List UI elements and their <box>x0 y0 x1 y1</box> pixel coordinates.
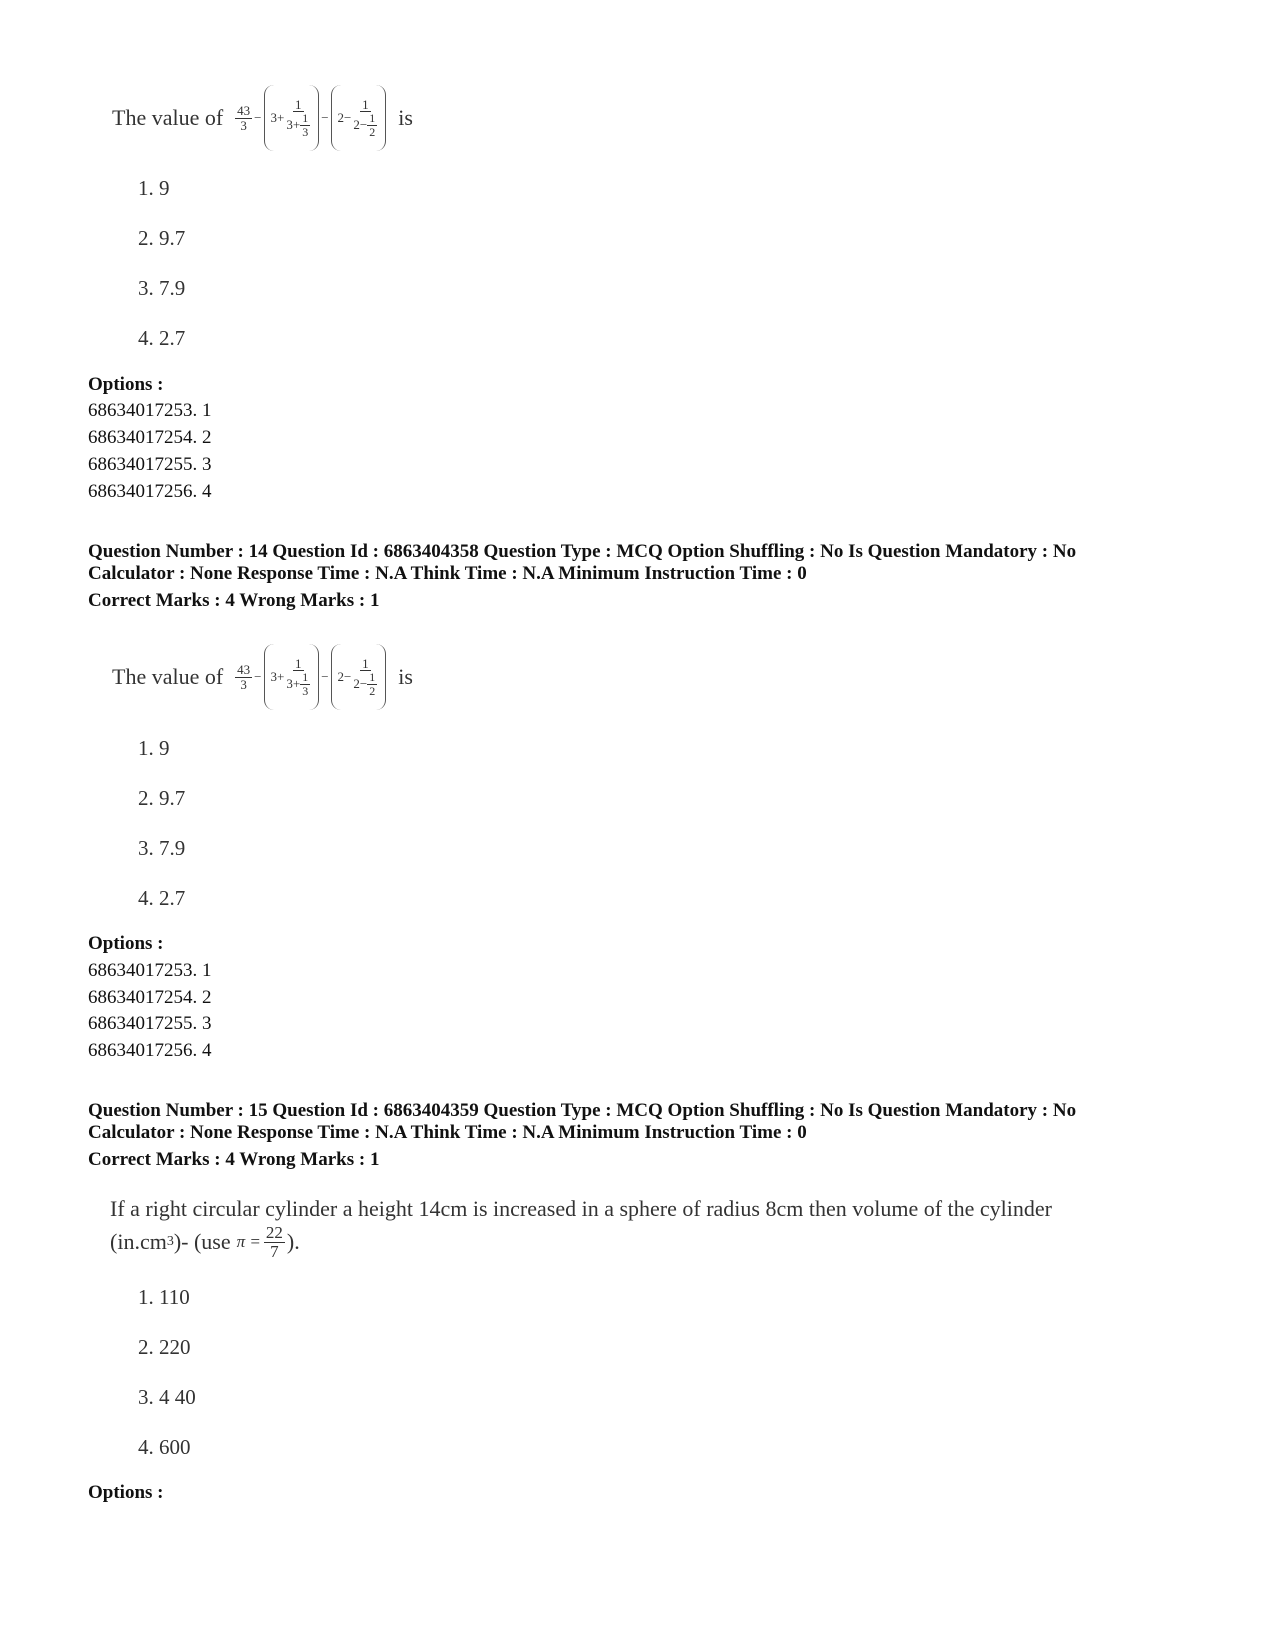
paren-group: 3+ 1 3+ $\frac{1}{3}$ <box>264 85 320 151</box>
question-15-line-1: If a right circular cylinder a height 14cm is increased in a sphere of radius 8cm then volume of the cylinder <box>110 1196 1052 1221</box>
choice-item: 3. 4 40 <box>138 1385 196 1409</box>
option-id-line: 68634017256. 4 <box>88 1040 212 1061</box>
choice-item: 3. 7.9 <box>138 276 186 300</box>
paren-group: 2− 1 2− $\frac{1}{2}$ <box>331 644 387 710</box>
question-14-text <box>112 641 413 713</box>
paren-group: 3+ 1 3+ $\frac{1}{3}$ <box>264 644 320 710</box>
choice-item: 2. 9.7 <box>138 786 186 810</box>
options-label: Options : <box>88 374 164 395</box>
question-prefix: The value of <box>112 105 224 130</box>
option-id-line: 68634017254. 2 <box>88 987 212 1008</box>
choice-item: 2. 9.7 <box>138 226 186 250</box>
math-expression: $\frac{43}{3}$ − 3+ 1 3+ $\frac{1}{3}$ − 2− 1 2− $\frac{1}{2}$ <box>235 85 386 151</box>
question-meta-line: Question Number : 15 Question Id : 6863404359 Question Type : MCQ Option Shuffling : No Is Question Mandatory : No <box>88 1100 1077 1121</box>
question-13-text <box>112 82 413 154</box>
pi-fraction: $\frac{22}{7}$ <box>265 1222 283 1261</box>
question-prefix: The value of <box>112 664 224 689</box>
choice-item: 3. 7.9 <box>138 836 186 860</box>
choice-item: 4. 2.7 <box>138 886 186 910</box>
question-suffix: is <box>398 664 413 689</box>
question-meta-line: Question Number : 14 Question Id : 6863404358 Question Type : MCQ Option Shuffling : No Is Question Mandatory : No <box>88 541 1077 562</box>
choice-item: 4. 600 <box>138 1435 191 1459</box>
choice-item: 4. 2.7 <box>138 326 186 350</box>
marks-line: Correct Marks : 4 Wrong Marks : 1 <box>88 1149 380 1170</box>
choice-item: 1. 110 <box>138 1285 190 1309</box>
choice-item: 2. 220 <box>138 1335 191 1359</box>
option-id-line: 68634017256. 4 <box>88 481 212 502</box>
marks-line: Correct Marks : 4 Wrong Marks : 1 <box>88 590 380 611</box>
question-15-line-2: (in.cm 3 )- (use π = $\frac{22}{7}$ ). <box>110 1222 300 1261</box>
question-meta-line: Calculator : None Response Time : N.A Think Time : N.A Minimum Instruction Time : 0 <box>88 1122 807 1143</box>
option-id-line: 68634017255. 3 <box>88 1013 212 1034</box>
option-id-line: 68634017253. 1 <box>88 960 212 981</box>
math-expression: $\frac{43}{3}$ − 3+ 1 3+ $\frac{1}{3}$ − 2− 1 2− $\frac{1}{2}$ <box>235 644 386 710</box>
option-id-line: 68634017255. 3 <box>88 454 212 475</box>
question-meta-line: Calculator : None Response Time : N.A Think Time : N.A Minimum Instruction Time : 0 <box>88 563 807 584</box>
question-suffix: is <box>398 105 413 130</box>
paren-group: 2− 1 2− $\frac{1}{2}$ <box>331 85 387 151</box>
choice-item: 1. 9 <box>138 736 170 760</box>
options-label: Options : <box>88 933 164 954</box>
fraction: $\frac{43}{3}$ <box>237 102 251 133</box>
options-label: Options : <box>88 1482 164 1503</box>
choice-item: 1. 9 <box>138 176 170 200</box>
option-id-line: 68634017253. 1 <box>88 400 212 421</box>
fraction: $\frac{43}{3}$ <box>237 661 251 692</box>
option-id-line: 68634017254. 2 <box>88 427 212 448</box>
